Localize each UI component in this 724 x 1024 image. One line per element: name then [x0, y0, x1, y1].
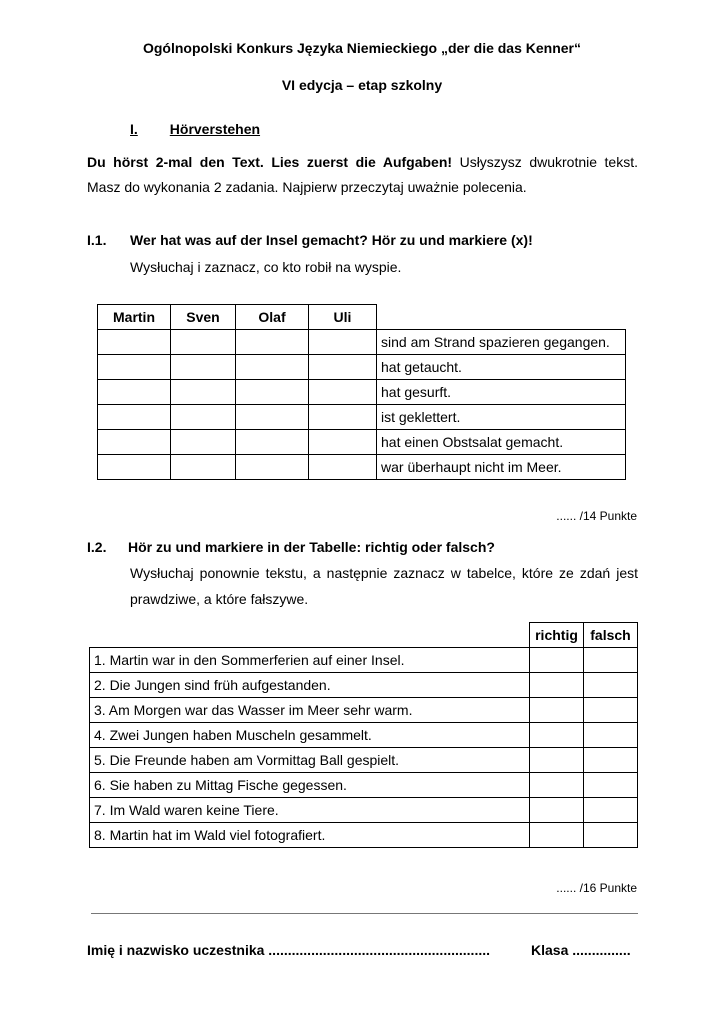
statement: 1. Martin war in den Sommerferien auf einer Insel. — [90, 648, 530, 673]
divider — [91, 913, 638, 914]
task2-table — [89, 622, 638, 848]
richtig-cell[interactable] — [530, 748, 584, 773]
checkbox-cell[interactable] — [98, 430, 171, 455]
checkbox-cell[interactable] — [309, 430, 377, 455]
activity-label: hat getaucht. — [377, 355, 626, 380]
checkbox-cell[interactable] — [309, 380, 377, 405]
task1-title: Wer hat was auf der Insel gemacht? Hör zu und markiere (x)! — [130, 232, 533, 248]
falsch-cell[interactable] — [584, 698, 638, 723]
task2-title: Hör zu und markiere in der Tabelle: richtig oder falsch? — [128, 539, 495, 555]
name-martin: Martin — [98, 305, 171, 330]
task1-table — [97, 304, 626, 480]
checkbox-cell[interactable] — [98, 405, 171, 430]
name-uli: Uli — [309, 305, 377, 330]
statement: 7. Im Wald waren keine Tiere. — [90, 798, 530, 823]
checkbox-cell[interactable] — [236, 355, 309, 380]
table-row — [90, 798, 638, 823]
checkbox-cell[interactable] — [98, 355, 171, 380]
table-row — [90, 673, 638, 698]
table-row — [90, 698, 638, 723]
falsch-cell[interactable] — [584, 648, 638, 673]
checkbox-cell[interactable] — [309, 355, 377, 380]
table-row — [90, 723, 638, 748]
richtig-cell[interactable] — [530, 698, 584, 723]
checkbox-cell[interactable] — [98, 455, 171, 480]
falsch-cell[interactable] — [584, 748, 638, 773]
task1-points: ...... /14 Punkte — [556, 509, 637, 523]
richtig-cell[interactable] — [530, 648, 584, 673]
checkbox-cell[interactable] — [309, 455, 377, 480]
task2-header-row — [90, 623, 638, 648]
statement: 3. Am Morgen war das Wasser im Meer sehr warm. — [90, 698, 530, 723]
richtig-cell[interactable] — [530, 673, 584, 698]
table-row — [98, 405, 626, 430]
table-row — [90, 648, 638, 673]
activity-label: sind am Strand spazieren gegangen. — [377, 330, 626, 355]
checkbox-cell[interactable] — [171, 330, 236, 355]
checkbox-cell[interactable] — [98, 380, 171, 405]
richtig-cell[interactable] — [530, 823, 584, 848]
name-sven: Sven — [171, 305, 236, 330]
checkbox-cell[interactable] — [236, 380, 309, 405]
document-title: Ogólnopolski Konkurs Języka Niemieckiego „der die das Kenner“ — [142, 40, 582, 56]
checkbox-cell[interactable] — [171, 455, 236, 480]
statement: 5. Die Freunde haben am Vormittag Ball gespielt. — [90, 748, 530, 773]
table-row — [98, 330, 626, 355]
activity-label: hat gesurft. — [377, 380, 626, 405]
checkbox-cell[interactable] — [171, 430, 236, 455]
task2-points: ...... /16 Punkte — [556, 881, 637, 895]
document-subtitle: VI edycja – etap szkolny — [281, 77, 443, 93]
checkbox-cell[interactable] — [236, 455, 309, 480]
task2-instruction-2: prawdziwe, a które fałszywe. — [130, 591, 309, 607]
intro-line-2: Masz do wykonania 2 zadania. Najpierw przeczytaj uważnie polecenia. — [87, 179, 527, 195]
column-falsch: falsch — [584, 623, 638, 648]
activity-label: hat einen Obstsalat gemacht. — [377, 430, 626, 455]
section-heading — [130, 121, 260, 137]
table-row — [90, 748, 638, 773]
checkbox-cell[interactable] — [236, 405, 309, 430]
intro-rest: Usłyszysz dwukrotnie tekst. — [452, 154, 638, 170]
task1-number: I.1. — [87, 232, 107, 248]
task1-instruction: Wysłuchaj i zaznacz, co kto robił na wyspie. — [130, 259, 402, 275]
table-row — [98, 380, 626, 405]
statement: 4. Zwei Jungen haben Muscheln gesammelt. — [90, 723, 530, 748]
checkbox-cell[interactable] — [171, 405, 236, 430]
table-row — [98, 430, 626, 455]
checkbox-cell[interactable] — [171, 355, 236, 380]
statement: 6. Sie haben zu Mittag Fische gegessen. — [90, 773, 530, 798]
intro-line-1 — [87, 154, 638, 170]
richtig-cell[interactable] — [530, 723, 584, 748]
richtig-cell[interactable] — [530, 798, 584, 823]
falsch-cell[interactable] — [584, 798, 638, 823]
falsch-cell[interactable] — [584, 773, 638, 798]
checkbox-cell[interactable] — [171, 380, 236, 405]
name-olaf: Olaf — [236, 305, 309, 330]
task1-header-row — [98, 305, 626, 330]
falsch-cell[interactable] — [584, 673, 638, 698]
section-number: I. — [130, 121, 138, 137]
checkbox-cell[interactable] — [309, 405, 377, 430]
class-label: Klasa ............... — [531, 942, 631, 958]
table-row — [98, 355, 626, 380]
task2-number: I.2. — [87, 539, 107, 555]
column-richtig: richtig — [530, 623, 584, 648]
table-row — [90, 773, 638, 798]
checkbox-cell[interactable] — [309, 330, 377, 355]
intro-bold: Du hörst 2-mal den Text. Lies zuerst die Aufgaben! — [87, 154, 453, 170]
checkbox-cell[interactable] — [98, 330, 171, 355]
section-title: Hörverstehen — [169, 121, 261, 137]
falsch-cell[interactable] — [584, 823, 638, 848]
richtig-cell[interactable] — [530, 773, 584, 798]
checkbox-cell[interactable] — [236, 430, 309, 455]
checkbox-cell[interactable] — [236, 330, 309, 355]
activity-label: ist geklettert. — [377, 405, 626, 430]
falsch-cell[interactable] — [584, 723, 638, 748]
statement: 2. Die Jungen sind früh aufgestanden. — [90, 673, 530, 698]
table-row — [90, 823, 638, 848]
participant-name-label: Imię i nazwisko uczestnika ......................................................... — [87, 942, 490, 958]
task2-instruction-1: Wysłuchaj ponownie tekstu, a następnie zaznacz w tabelce, które ze zdań jest — [130, 565, 638, 581]
activity-label: war überhaupt nicht im Meer. — [377, 455, 626, 480]
statement: 8. Martin hat im Wald viel fotografiert. — [90, 823, 530, 848]
table-row — [98, 455, 626, 480]
